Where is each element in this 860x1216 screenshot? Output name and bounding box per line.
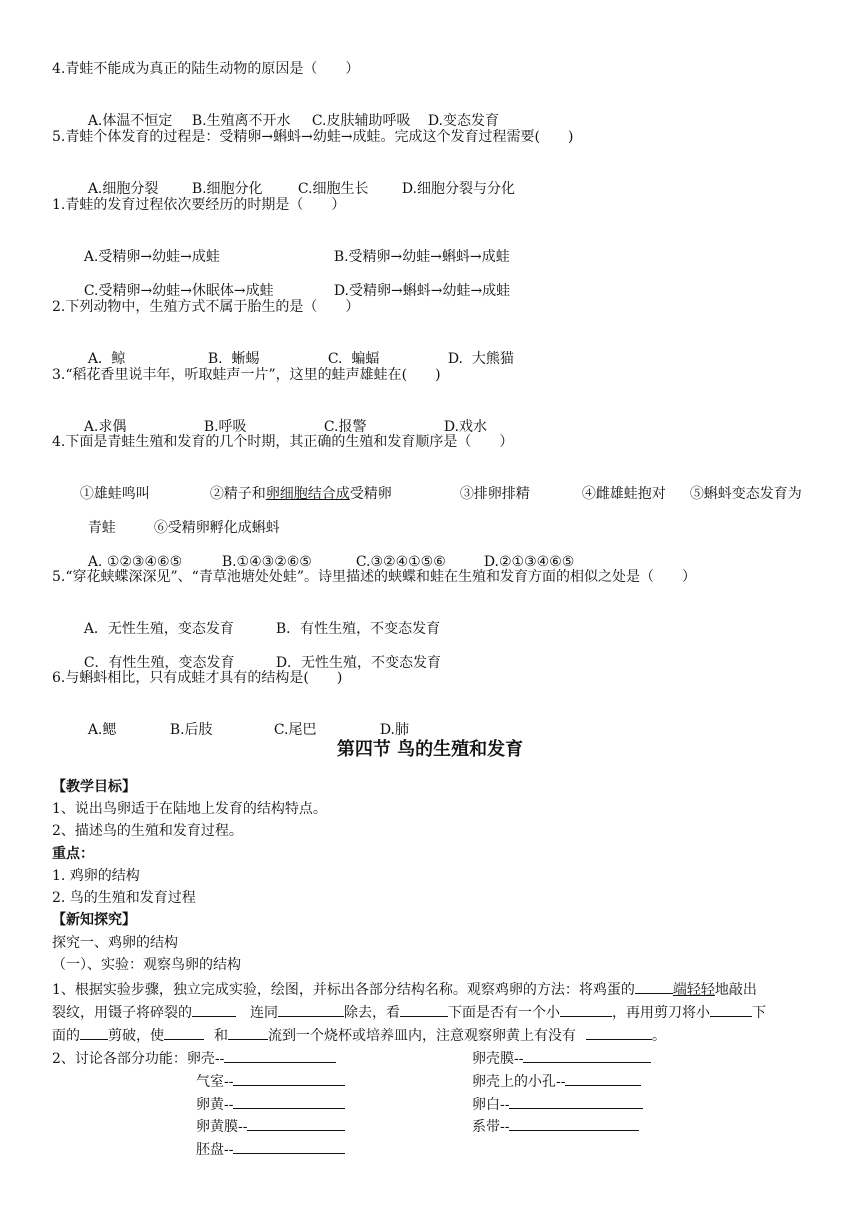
step1-text: 下 bbox=[752, 1005, 766, 1021]
fill-blank[interactable] bbox=[509, 1094, 643, 1109]
item: ②精子和 bbox=[209, 486, 266, 502]
part-row bbox=[196, 1139, 345, 1159]
part-label: 卵黄-- bbox=[196, 1097, 234, 1113]
option: C.细胞生长 bbox=[297, 181, 369, 197]
question-stem: 1.青蛙的发育过程依次要经历的时期是（ ） bbox=[52, 197, 346, 213]
part-row bbox=[196, 1116, 345, 1136]
option: B.细胞分化 bbox=[191, 181, 263, 197]
part-row bbox=[472, 1116, 639, 1136]
part-row bbox=[52, 1048, 336, 1068]
step1-underlined: 端轻轻 bbox=[672, 982, 715, 998]
key-point: 2. 鸟的生殖和发育过程 bbox=[52, 890, 196, 906]
fill-blank[interactable] bbox=[278, 1002, 344, 1017]
option: D．无性生殖，不变态发育 bbox=[275, 655, 442, 671]
option: C.皮肤辅助呼吸 bbox=[311, 113, 411, 129]
step1-text: 1、根据实验步骤，独立完成实验，绘图，并标出各部分结构名称。观察鸡卵的方法：将鸡蛋的 bbox=[52, 982, 635, 998]
option: B.①④③②⑥⑤ bbox=[221, 554, 312, 570]
option: A.受精卵→幼蛙→成蛙 bbox=[83, 249, 220, 265]
part-label: 卵白-- bbox=[472, 1097, 510, 1113]
item: ③排卵排精 bbox=[459, 486, 530, 502]
item: 青蛙 bbox=[87, 520, 116, 536]
option: B.后肢 bbox=[169, 722, 213, 738]
option: B.呼吸 bbox=[203, 419, 247, 435]
option: A．无性生殖，变态发育 bbox=[83, 621, 234, 637]
question-stem: 6.与蝌蚪相比，只有成蛙才具有的结构是( ) bbox=[52, 670, 343, 686]
section-title: 第四节 鸟的生殖和发育 bbox=[336, 739, 524, 760]
step1-text: 裂纹，用镊子将碎裂的 bbox=[52, 1005, 192, 1021]
option: B. 蜥蜴 bbox=[207, 351, 260, 367]
step1-text: 。 bbox=[652, 1028, 666, 1044]
fill-blank[interactable] bbox=[400, 1002, 448, 1017]
goal-item: 1、说出鸟卵适于在陆地上发育的结构特点。 bbox=[52, 801, 327, 817]
item: ⑥受精卵孵化成蝌蚪 bbox=[153, 520, 280, 536]
fill-blank[interactable] bbox=[233, 1139, 345, 1154]
goals-heading: 【教学目标】 bbox=[52, 779, 136, 795]
part-row bbox=[472, 1048, 651, 1068]
part-label: 卵壳上的小孔-- bbox=[472, 1074, 566, 1090]
fill-blank[interactable] bbox=[192, 1002, 236, 1017]
step1-line3 bbox=[52, 1025, 666, 1045]
option: A. ①②③④⑥⑤ bbox=[87, 554, 183, 570]
part-label: 胚盘-- bbox=[196, 1142, 234, 1158]
option: D.受精卵→蝌蚪→幼蛙→成蛙 bbox=[333, 283, 511, 299]
experiment-title: （一）、实验：观察鸟卵的结构 bbox=[52, 957, 241, 973]
fill-blank[interactable] bbox=[233, 1094, 345, 1109]
question-stem: 4.下面是青蛙生殖和发育的几个时期，其正确的生殖和发育顺序是（ ） bbox=[52, 434, 514, 450]
discuss-lead: 2、讨论各部分功能： bbox=[52, 1051, 187, 1067]
option: D.戏水 bbox=[443, 419, 487, 435]
option: A.求偶 bbox=[83, 419, 127, 435]
fill-blank[interactable] bbox=[635, 979, 673, 994]
step1-text: 除去，看 bbox=[344, 1005, 400, 1021]
fill-blank[interactable] bbox=[228, 1025, 268, 1040]
item: ①雄蛙鸣叫 bbox=[79, 486, 150, 502]
part-row bbox=[196, 1071, 345, 1091]
item-underlined: 卵细胞结合成 bbox=[265, 486, 350, 502]
step1-text: ，再用剪刀将小 bbox=[612, 1005, 710, 1021]
item: 受精卵 bbox=[349, 486, 392, 502]
option: A.鳃 bbox=[87, 722, 117, 738]
option: B．有性生殖，不变态发育 bbox=[275, 621, 441, 637]
option: C.尾巴 bbox=[273, 722, 317, 738]
goal-item: 2、描述鸟的生殖和发育过程。 bbox=[52, 823, 243, 839]
option: C.受精卵→幼蛙→休眠体→成蛙 bbox=[83, 283, 274, 299]
fill-blank[interactable] bbox=[710, 1002, 752, 1017]
option: D.肺 bbox=[379, 722, 409, 738]
key-heading: 重点： bbox=[52, 846, 94, 862]
part-row bbox=[472, 1071, 641, 1091]
fill-blank[interactable] bbox=[586, 1025, 652, 1040]
step1-text: 面的 bbox=[52, 1028, 80, 1044]
fill-blank[interactable] bbox=[565, 1071, 641, 1086]
option: A.体温不恒定 bbox=[87, 113, 173, 129]
step1-line1 bbox=[52, 979, 757, 999]
fill-blank[interactable] bbox=[233, 1071, 345, 1086]
option: B.受精卵→幼蛙→蝌蚪→成蛙 bbox=[333, 249, 510, 265]
question-stem: 2.下列动物中，生殖方式不属于胎生的是（ ） bbox=[52, 299, 360, 315]
part-row bbox=[472, 1094, 643, 1114]
part-label: 卵黄膜-- bbox=[196, 1119, 248, 1135]
item: ④雌雄蛙抱对 bbox=[581, 486, 666, 502]
fill-blank[interactable] bbox=[509, 1116, 639, 1131]
step1-text: 流到一个烧杯或培养皿内，注意观察卵黄上有没有 bbox=[268, 1028, 576, 1044]
explore-heading: 【新知探究】 bbox=[52, 912, 136, 928]
question-stem: 5.青蛙个体发育的过程是：受精卵→蝌蚪→幼蛙→成蛙。完成这个发育过程需要( ) bbox=[52, 129, 574, 145]
item: ⑤蝌蚪变态发育为 bbox=[689, 486, 802, 502]
option: A. 鲸 bbox=[87, 351, 126, 367]
part-label: 气室-- bbox=[196, 1074, 234, 1090]
step1-text: 和 bbox=[214, 1028, 228, 1044]
step1-text: 地敲出 bbox=[714, 982, 757, 998]
option: D.变态发育 bbox=[427, 113, 499, 129]
step1-text: 下面是否有一个小 bbox=[448, 1005, 560, 1021]
option: D.细胞分裂与分化 bbox=[401, 181, 515, 197]
part-label: 卵壳-- bbox=[186, 1051, 225, 1067]
option: C. 蝙蝠 bbox=[327, 351, 380, 367]
step1-text: 剪破，使 bbox=[108, 1028, 164, 1044]
question-stem: 3.“稻花香里说丰年，听取蛙声一片”，这里的蛙声雄蛙在( ) bbox=[52, 367, 441, 383]
fill-blank[interactable] bbox=[164, 1025, 204, 1040]
option: C.③②④①⑤⑥ bbox=[355, 554, 446, 570]
question-stem: 4.青蛙不能成为真正的陆生动物的原因是（ ） bbox=[52, 61, 360, 77]
step1-line2 bbox=[52, 1002, 766, 1022]
option: D. 大熊猫 bbox=[447, 351, 514, 367]
fill-blank[interactable] bbox=[80, 1025, 108, 1040]
fill-blank[interactable] bbox=[560, 1002, 612, 1017]
option: B.生殖离不开水 bbox=[191, 113, 291, 129]
part-label: 系带-- bbox=[472, 1119, 510, 1135]
step1-text: 连同 bbox=[250, 1005, 278, 1021]
option: A.细胞分裂 bbox=[87, 181, 159, 197]
fill-blank[interactable] bbox=[224, 1048, 336, 1063]
option: D.②①③④⑥⑤ bbox=[483, 554, 575, 570]
explore-subheading: 探究一、鸡卵的结构 bbox=[52, 935, 178, 951]
part-label: 卵壳膜-- bbox=[472, 1051, 524, 1067]
option: C．有性生殖，变态发育 bbox=[83, 655, 235, 671]
question-stem: 5.“穿花蛱蝶深深见”、“青草池塘处处蛙”。诗里描述的蛱蝶和蛙在生殖和发育方面的相似之处是（ ） bbox=[52, 569, 696, 585]
option: C.报警 bbox=[323, 419, 367, 435]
part-row bbox=[196, 1094, 345, 1114]
key-point: 1. 鸡卵的结构 bbox=[52, 868, 140, 884]
fill-blank[interactable] bbox=[247, 1116, 345, 1131]
fill-blank[interactable] bbox=[523, 1048, 651, 1063]
